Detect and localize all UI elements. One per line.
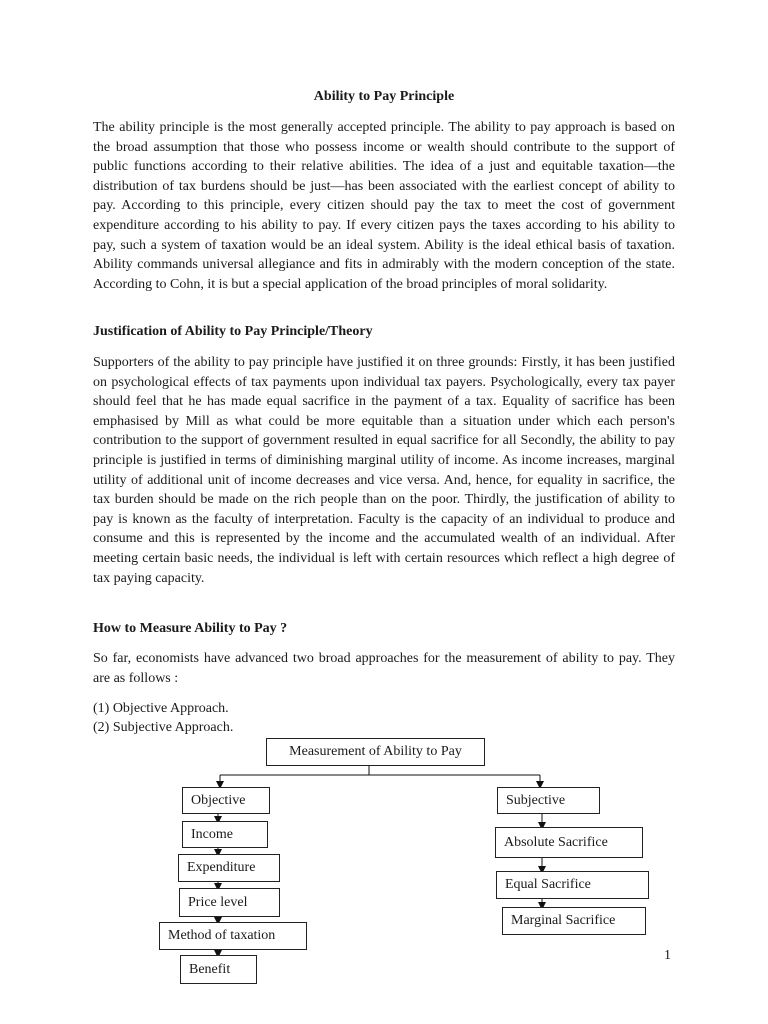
measure-heading: How to Measure Ability to Pay ?	[93, 621, 288, 636]
justification-paragraph: Supporters of the ability to pay principle have justified it on three grounds: Firstly, it has been justified on psychological effects of tax payments upon individual tax payers. Psychologically, every tax payer should feel that he has made equal sacrifice in the payment of a tax. Equality of sacrifice has been emphasised by Mill as what could be more equitable than a situation under which each person's contribution to the support of government resulted in equal sacrifice for all Secondly, the ability to pay principle is justified in terms of diminishing marginal utility of income. As income increases, marginal utility of additional unit of income decreases and vice versa. And, hence, for equality in sacrifice, the tax burden should be made on the rich people than on the poor. Thirdly, the justification of ability to pay is known as the faculty of interpretation. Faculty is the capacity of an individual to produce and consume and this is represented by the income and the accumulated wealth of an individual. After meeting certain basic needs, the individual is left with certain resources which reflect a high degree of tax paying capacity.	[93, 355, 675, 586]
subjective-box: Subjective	[497, 787, 600, 814]
approach-item: (1) Objective Approach.	[93, 701, 229, 716]
objective-item-box: Income	[182, 821, 268, 848]
objective-item-box: Benefit	[180, 955, 257, 984]
page-number: 1	[664, 948, 671, 963]
subjective-item-box: Marginal Sacrifice	[502, 907, 646, 935]
subjective-item-box: Absolute Sacrifice	[495, 827, 643, 858]
approach-item: (2) Subjective Approach.	[93, 720, 234, 735]
objective-item-box: Price level	[179, 888, 280, 917]
intro-paragraph: The ability principle is the most generally accepted principle. The ability to pay approach is based on the broad assumption that those who possess income or wealth should contribute to the support of public functions according to their relative abilities. The idea of a just and equitable taxation—the distribution of tax burdens should be just—has been associated with the earliest concept of ability to pay. According to this principle, every citizen should pay the tax to meet the cost of government expenditure according to his ability to pay. If every citizen pays the taxes according to his ability to pay, such a system of taxation would be an ideal system. Ability is the ideal ethical basis of taxation. Ability commands universal allegiance and fits in admirably with the modern conception of the state. According to Cohn, it is but a special application of the broad principles of moral solidarity.	[93, 120, 675, 292]
measure-paragraph: So far, economists have advanced two broad approaches for the measurement of ability to pay. They are as follows :	[93, 651, 675, 686]
objective-box: Objective	[182, 787, 270, 814]
diagram-root-box: Measurement of Ability to Pay	[266, 738, 485, 766]
objective-item-box: Method of taxation	[159, 922, 307, 950]
justification-heading: Justification of Ability to Pay Principle/Theory	[93, 324, 373, 339]
document-title: Ability to Pay Principle	[313, 89, 455, 104]
subjective-item-box: Equal Sacrifice	[496, 871, 649, 899]
objective-item-box: Expenditure	[178, 854, 280, 882]
